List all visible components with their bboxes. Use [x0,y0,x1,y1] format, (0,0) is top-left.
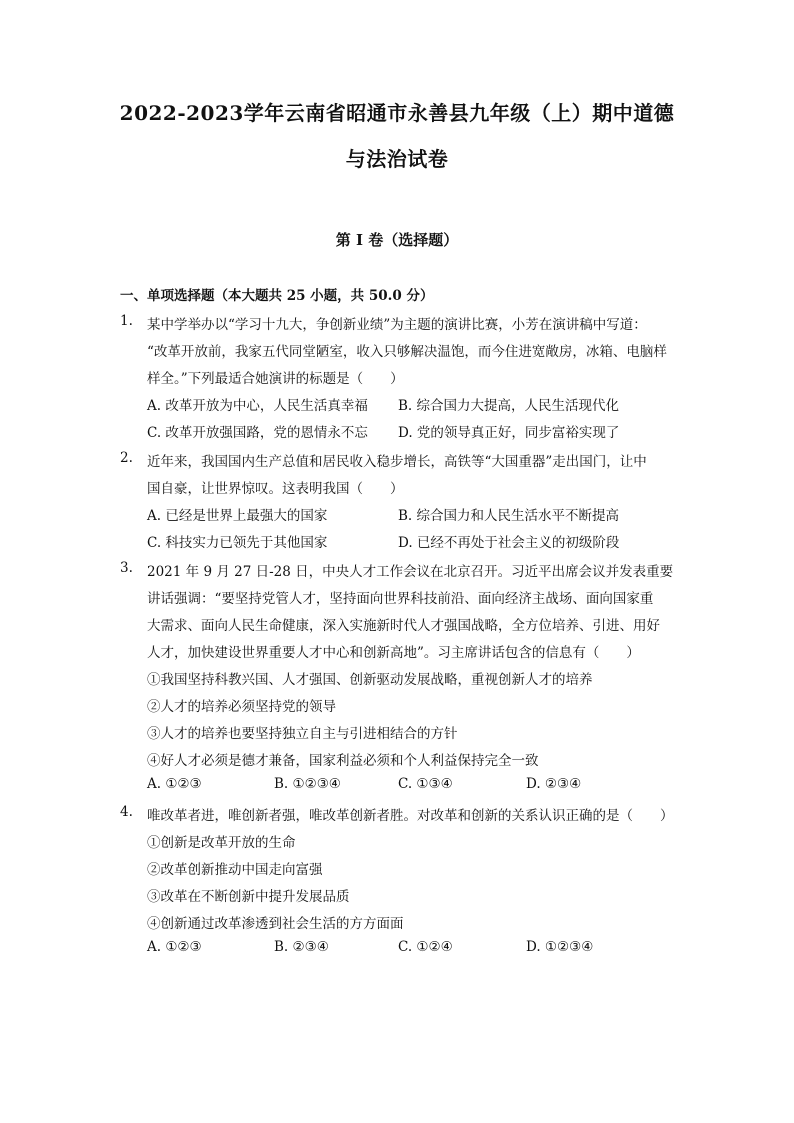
question-text-line: 近年来，我国国内生产总值和居民收入稳步增长，高铁等“大国重器”走出国门，让中 [147,454,647,470]
exam-title-line-2: 与法治试卷 [345,147,449,171]
option-b: B. ①②③④ [274,776,341,792]
volume-heading: 第 I 卷（选择题） [335,231,459,249]
statement-2: ②改革创新推动中国走向富强 [147,862,323,878]
statement-3: ③改革在不断创新中提升发展品质 [147,889,350,905]
option-b: B. ②③④ [274,939,329,955]
question-text-line: 2021 年 9 月 27 日-28 日，中央人才工作会议在北京召开。习近平出席会议并发表重要 [147,564,674,580]
statement-1: ①我国坚持科教兴国、人才强国、创新驱动发展战略，重视创新人才的培养 [147,672,593,688]
option-c: C. ①③④ [398,776,453,792]
question-text-line: 某中学举办以“学习十九大，争创新业绩”为主题的演讲比赛，小芳在演讲稿中写道： [147,317,647,333]
statement-3: ③人才的培养也要坚持独立自主与引进相结合的方针 [147,726,458,742]
question-number: 3. [120,560,133,576]
question-number: 2. [120,450,133,466]
question-text-line: 唯改革者进，唯创新者强，唯改革创新者胜。对改革和创新的关系认识正确的是（ ） [147,808,674,824]
option-b: B. 综合国力和人民生活水平不断提高 [398,508,620,524]
option-d: D. ①②③④ [526,939,594,955]
question-text-line: “改革开放前，我家五代同堂陋室，收入只够解决温饱，而今住进宽敞房，冰箱、电脑样 [147,344,667,360]
option-c: C. ①②④ [398,939,453,955]
option-c: C. 改革开放强国路，党的恩情永不忘 [147,425,368,441]
question-text-line: 样全。”下列最适合她演讲的标题是（ ） [147,371,404,387]
option-a: A. ①②③ [147,939,202,955]
option-d: D. 党的领导真正好，同步富裕实现了 [398,425,620,441]
statement-1: ①创新是改革开放的生命 [147,835,296,851]
statement-4: ④创新通过改革渗透到社会生活的方方面面 [147,916,404,932]
option-a: A. 已经是世界上最强大的国家 [147,508,328,524]
question-text-line: 大需求、面向人民生命健康，深入实施新时代人才强国战略，全方位培养、引进、用好 [147,618,660,634]
statement-4: ④好人才必须是德才兼备，国家利益必须和个人利益保持完全一致 [147,753,539,769]
question-text-line: 国自豪，让世界惊叹。这表明我国（ ） [147,481,404,497]
option-d: D. ②③④ [526,776,582,792]
option-a: A. ①②③ [147,776,202,792]
statement-2: ②人才的培养必须坚持党的领导 [147,699,336,715]
option-c: C. 科技实力已领先于其他国家 [147,535,328,551]
question-number: 1. [120,313,133,329]
question-text-line: 讲话强调：“要坚持党管人才，坚持面向世界科技前沿、面向经济主战场、面向国家重 [147,591,654,607]
question-number: 4. [120,804,133,820]
option-b: B. 综合国力大提高，人民生活现代化 [398,398,620,414]
section-heading: 一、单项选择题（本大题共 25 小题，共 50.0 分） [120,288,434,304]
option-a: A. 改革开放为中心，人民生活真幸福 [147,398,368,414]
option-d: D. 已经不再处于社会主义的初级阶段 [398,535,620,551]
exam-title-line-1: 2022-2023学年云南省昭通市永善县九年级（上）期中道德 [119,101,675,125]
question-text-line: 人才，加快建设世界重要人才中心和创新高地”。习主席讲话包含的信息有（ ） [147,645,640,661]
